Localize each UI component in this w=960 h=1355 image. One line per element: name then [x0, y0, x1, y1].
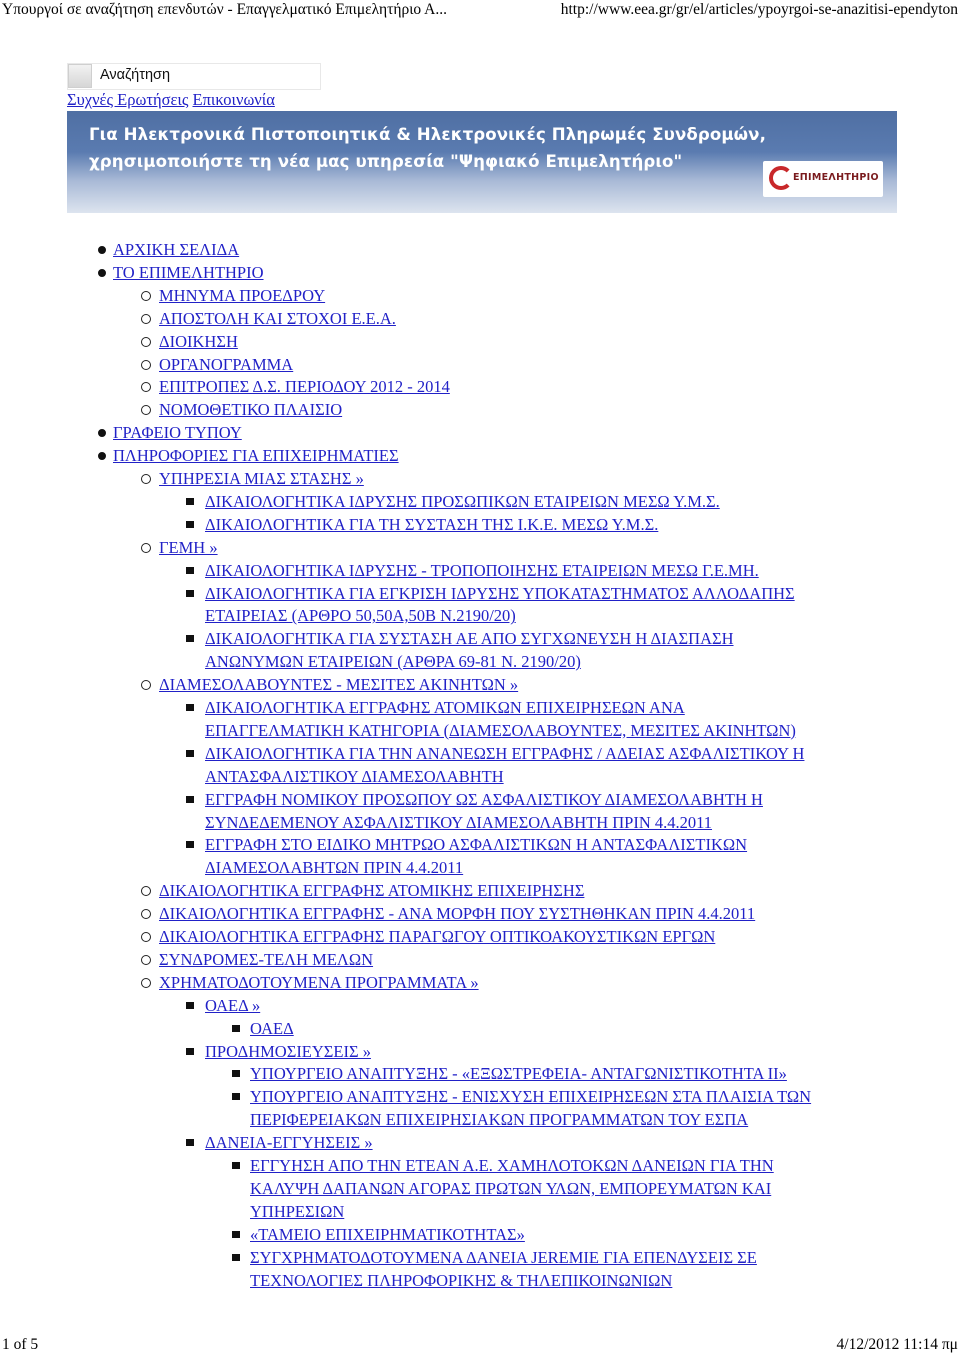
page-url: http://www.eea.gr/gr/el/articles/ypoyrgoi-se-anazitisi-ependyton: [560, 1, 958, 18]
menu-item-level-4[interactable]: ΥΠΗΡΕΣΙΩΝ: [250, 1201, 345, 1221]
menu-item-level-4[interactable]: ΤΕΧΝΟΛΟΓΙΕΣ ΠΛΗΡΟΦΟΡΙΚΗΣ & ΤΗΛΕΠΙΚΟΙΝΩΝΙΩΝ: [250, 1270, 673, 1290]
square-bullet-icon: [186, 750, 194, 757]
square-bullet-icon: [232, 1231, 240, 1238]
disc-bullet-icon: [98, 452, 106, 460]
menu-item-level-3[interactable]: ΑΝΤΑΣΦΑΛΙΣΤΙΚΟΥ ΔΙΑΜΕΣΟΛΑΒΗΤΗ: [205, 766, 504, 786]
menu-item-level-3[interactable]: ΑΝΩΝΥΜΩΝ ΕΤΑΙΡΕΙΩΝ (ΑΡΘΡΑ 69-81 Ν. 2190/20): [205, 652, 581, 672]
menu-item-level-4[interactable]: ΟΑΕΔ: [250, 1018, 294, 1038]
menu-item-level-1[interactable]: ΠΛΗΡΟΦΟΡΙΕΣ ΓΙΑ ΕΠΙΧΕΙΡΗΜΑΤΙΕΣ: [113, 446, 399, 466]
square-bullet-icon: [186, 521, 194, 528]
promo-banner[interactable]: [67, 111, 897, 213]
disc-bullet-icon: [98, 269, 106, 277]
menu-item-level-3[interactable]: ΕΓΓΡΑΦΗ ΝΟΜΙΚΟΥ ΠΡΟΣΩΠΟΥ ΩΣ ΑΣΦΑΛΙΣΤΙΚΟΥ ΔΙΑΜΕΣΟΛΑΒΗΤΗ Η: [205, 789, 763, 809]
square-bullet-icon: [186, 1139, 194, 1146]
circle-bullet-icon: [141, 978, 151, 988]
menu-item-level-2[interactable]: ΜΗΝΥΜΑ ΠΡΟΕΔΡΟΥ: [159, 285, 326, 305]
menu-item-level-2[interactable]: ΟΡΓΑΝΟΓΡΑΜΜΑ: [159, 354, 294, 374]
circle-bullet-icon: [141, 543, 151, 553]
square-bullet-icon: [186, 590, 194, 597]
menu-item-level-4[interactable]: ΥΠΟΥΡΓΕΙΟ ΑΝΑΠΤΥΞΗΣ - ΕΝΙΣΧΥΣΗ ΕΠΙΧΕΙΡΗΣΕΩΝ ΣΤΑ ΠΛΑΙΣΙΑ ΤΩΝ: [250, 1087, 812, 1107]
menu-item-level-4[interactable]: ΣΥΓΧΡΗΜΑΤΟΔΟΤΟΥΜΕΝΑ ΔΑΝΕΙΑ JEREMIE ΓΙΑ ΕΠΕΝΔΥΣΕΙΣ ΣΕ: [250, 1247, 757, 1267]
menu-item-level-3[interactable]: ΔΙΚΑΙΟΛΟΓΗΤΙΚΑ ΓΙΑ ΤΗΝ ΑΝΑΝΕΩΣΗ ΕΓΓΡΑΦΗΣ / ΑΔΕΙΑΣ ΑΣΦΑΛΙΣΤΙΚΟΥ Η: [205, 743, 805, 763]
square-bullet-icon: [186, 704, 194, 711]
menu-item-level-4[interactable]: ΥΠΟΥΡΓΕΙΟ ΑΝΑΠΤΥΞΗΣ - «ΕΞΩΣΤΡΕΦΕΙΑ- ΑΝΤΑΓΩΝΙΣΤΙΚΟΤΗΤΑ ΙΙ»: [250, 1064, 787, 1084]
menu-item-level-2[interactable]: ΑΠΟΣΤΟΛΗ ΚΑΙ ΣΤΟΧΟΙ Ε.Ε.Α.: [159, 308, 396, 328]
circle-bullet-icon: [141, 360, 151, 370]
square-bullet-icon: [186, 796, 194, 803]
square-bullet-icon: [186, 567, 194, 574]
contact-link[interactable]: Επικοινωνία: [192, 90, 275, 109]
circle-bullet-icon: [141, 474, 151, 484]
menu-item-level-3[interactable]: ΠΡΟΔΗΜΟΣΙΕΥΣΕΙΣ »: [205, 1041, 371, 1061]
menu-item-level-3[interactable]: ΔΙΚΑΙΟΛΟΓΗΤΙΚΑ ΕΓΓΡΑΦΗΣ ΑΤΟΜΙΚΩΝ ΕΠΙΧΕΙΡΗΣΕΩΝ ΑΝΑ: [205, 698, 685, 717]
menu-item-level-3[interactable]: ΟΑΕΔ »: [205, 995, 261, 1015]
square-bullet-icon: [232, 1254, 240, 1261]
top-links: [67, 90, 275, 110]
circle-bullet-icon: [141, 886, 151, 896]
menu-item-level-2[interactable]: ΔΙΚΑΙΟΛΟΓΗΤΙΚΑ ΕΓΓΡΑΦΗΣ - ΑΝΑ ΜΟΡΦΗ ΠΟΥ ΣΥΣΤΗΘΗΚΑΝ ΠΡΙΝ 4.4.2011: [159, 904, 756, 924]
square-bullet-icon: [232, 1093, 240, 1100]
menu-item-level-3[interactable]: ΕΓΓΡΑΦΗ ΣΤΟ ΕΙΔΙΚΟ ΜΗΤΡΩΟ ΑΣΦΑΛΙΣΤΙΚΩΝ Η ΑΝΤΑΣΦΑΛΙΣΤΙΚΩΝ: [205, 835, 748, 855]
menu-item-level-3[interactable]: ΕΤΑΙΡΕΙΑΣ (ΑΡΘΡΟ 50,50Α,50Β Ν.2190/20): [205, 606, 516, 626]
circle-bullet-icon: [141, 291, 151, 301]
circle-bullet-icon: [141, 405, 151, 415]
menu-item-level-3[interactable]: ΔΙΑΜΕΣΟΛΑΒΗΤΩΝ ΠΡΙΝ 4.4.2011: [205, 858, 464, 878]
circle-bullet-icon: [141, 680, 151, 690]
print-datetime: 4/12/2012 11:14 πμ: [836, 1336, 958, 1353]
menu-item-level-2[interactable]: ΓΕΜΗ »: [159, 537, 218, 557]
search-button[interactable]: [68, 64, 92, 88]
square-bullet-icon: [186, 498, 194, 505]
faq-link[interactable]: Συχνές Ερωτήσεις: [67, 90, 189, 109]
banner-line-1: Για Ηλεκτρονικά Πιστοποιητικά & Ηλεκτρονικές Πληρωμές Συνδρομών,: [89, 125, 766, 144]
menu-item-level-4[interactable]: ΚΑΛΥΨΗ ΔΑΠΑΝΩΝ ΑΓΟΡΑΣ ΠΡΩΤΩΝ ΥΛΩΝ, ΕΜΠΟΡΕΥΜΑΤΩΝ ΚΑΙ: [250, 1178, 772, 1198]
square-bullet-icon: [232, 1025, 240, 1032]
search-label: Αναζήτηση: [100, 67, 171, 83]
menu-item-level-4[interactable]: ΠΕΡΙΦΕΡΕΙΑΚΩΝ ΕΠΙΧΕΙΡΗΣΙΑΚΩΝ ΠΡΟΓΡΑΜΜΑΤΩΝ ΤΟΥ ΕΣΠΑ: [250, 1110, 749, 1130]
circle-bullet-icon: [141, 932, 151, 942]
menu-item-level-4[interactable]: «ΤΑΜΕΙΟ ΕΠΙΧΕΙΡΗΜΑΤΙΚΟΤΗΤΑΣ»: [250, 1224, 525, 1244]
square-bullet-icon: [186, 1002, 194, 1009]
menu-item-level-3[interactable]: ΔΑΝΕΙΑ-ΕΓΓΥΗΣΕΙΣ »: [205, 1133, 373, 1153]
square-bullet-icon: [186, 1048, 194, 1055]
menu-item-level-3[interactable]: ΣΥΝΔΕΔΕΜΕΝΟΥ ΑΣΦΑΛΙΣΤΙΚΟΥ ΔΙΑΜΕΣΟΛΑΒΗΤΗ ΠΡΙΝ 4.4.2011: [205, 812, 713, 832]
menu-item-level-2[interactable]: ΔΙΚΑΙΟΛΟΓΗΤΙΚΑ ΕΓΓΡΑΦΗΣ ΑΤΟΜΙΚΗΣ ΕΠΙΧΕΙΡΗΣΗΣ: [159, 881, 585, 901]
circle-bullet-icon: [141, 314, 151, 324]
menu-item-level-3[interactable]: ΔΙΚΑΙΟΛΟΓΗΤΙΚΑ ΙΔΡΥΣΗΣ - ΤΡΟΠΟΠΟΙΗΣΗΣ ΕΤΑΙΡΕΙΩΝ ΜΕΣΩ Γ.Ε.ΜΗ.: [205, 560, 759, 580]
menu-item-level-2[interactable]: ΣΥΝΔΡΟΜΕΣ-ΤΕΛΗ ΜΕΛΩΝ: [159, 949, 374, 969]
menu-item-level-3[interactable]: ΔΙΚΑΙΟΛΟΓΗΤΙΚΑ ΙΔΡΥΣΗΣ ΠΡΟΣΩΠΙΚΩΝ ΕΤΑΙΡΕΙΩΝ ΜΕΣΩ Υ.Μ.Σ.: [205, 491, 720, 511]
circle-bullet-icon: [141, 337, 151, 347]
e-logo-icon: [769, 166, 793, 190]
menu-item-level-1[interactable]: ΤΟ ΕΠΙΜΕΛΗΤΗΡΙΟ: [113, 262, 264, 282]
menu-item-level-2[interactable]: ΔΙΚΑΙΟΛΟΓΗΤΙΚΑ ΕΓΓΡΑΦΗΣ ΠΑΡΑΓΩΓΟΥ ΟΠΤΙΚΟΑΚΟΥΣΤΙΚΩΝ ΕΡΓΩΝ: [159, 927, 716, 946]
menu-item-level-2[interactable]: ΔΙΟΙΚΗΣΗ: [159, 331, 238, 351]
circle-bullet-icon: [141, 382, 151, 392]
print-header: [0, 0, 960, 26]
disc-bullet-icon: [98, 246, 106, 254]
menu-item-level-1[interactable]: ΓΡΑΦΕΙΟ ΤΥΠΟΥ: [113, 423, 242, 443]
square-bullet-icon: [232, 1162, 240, 1169]
chamber-logo: [763, 161, 883, 197]
menu-item-level-2[interactable]: ΕΠΙΤΡΟΠΕΣ Δ.Σ. ΠΕΡΙΟΔΟΥ 2012 - 2014: [159, 377, 450, 397]
circle-bullet-icon: [141, 955, 151, 965]
menu-item-level-3[interactable]: ΔΙΚΑΙΟΛΟΓΗΤΙΚΑ ΓΙΑ ΕΓΚΡΙΣΗ ΙΔΡΥΣΗΣ ΥΠΟΚΑΤΑΣΤΗΜΑΤΟΣ ΑΛΛΟΔΑΠΗΣ: [205, 583, 795, 603]
menu-item-level-3[interactable]: ΔΙΚΑΙΟΛΟΓΗΤΙΚΑ ΓΙΑ ΤΗ ΣΥΣΤΑΣΗ ΤΗΣ Ι.Κ.Ε. ΜΕΣΩ Υ.Μ.Σ.: [205, 514, 659, 534]
page-number: 1 of 5: [2, 1336, 39, 1353]
circle-bullet-icon: [141, 909, 151, 919]
menu-item-level-4[interactable]: ΕΓΓΥΗΣΗ ΑΠΟ ΤΗΝ ΕΤΕΑΝ Α.Ε. ΧΑΜΗΛΟΤΟΚΩΝ ΔΑΝΕΙΩΝ ΓΙΑ ΤΗΝ: [250, 1156, 774, 1175]
menu-item-level-2[interactable]: ΝΟΜΟΘΕΤΙΚΟ ΠΛΑΙΣΙΟ: [159, 400, 343, 420]
logo-text: ΕΠΙΜΕΛΗΤΗΡΙΟ: [793, 172, 879, 183]
banner-line-2: χρησιμοποιήστε τη νέα μας υπηρεσία "Ψηφιακό Επιμελητήριο": [89, 152, 683, 171]
disc-bullet-icon: [98, 429, 106, 437]
menu-item-level-3[interactable]: ΕΠΑΓΓΕΛΜΑΤΙΚΗ ΚΑΤΗΓΟΡΙΑ (ΔΙΑΜΕΣΟΛΑΒΟΥΝΤΕΣ, ΜΕΣΙΤΕΣ ΑΚΙΝΗΤΩΝ): [205, 720, 796, 740]
print-footer: [0, 1335, 960, 1355]
search-box[interactable]: [67, 63, 321, 90]
square-bullet-icon: [232, 1070, 240, 1077]
page-title: Υπουργοί σε αναζήτηση επενδυτών - Επαγγελματικό Επιμελητήριο Α...: [2, 1, 447, 18]
menu-item-level-2[interactable]: ΧΡΗΜΑΤΟΔΟΤΟΥΜΕΝΑ ΠΡΟΓΡΑΜΜΑΤΑ »: [159, 972, 479, 992]
square-bullet-icon: [186, 635, 194, 642]
menu-item-level-1[interactable]: ΑΡΧΙΚΗ ΣΕΛΙΔΑ: [113, 240, 240, 259]
square-bullet-icon: [186, 841, 194, 848]
menu-item-level-2[interactable]: ΔΙΑΜΕΣΟΛΑΒΟΥΝΤΕΣ - ΜΕΣΙΤΕΣ ΑΚΙΝΗΤΩΝ »: [159, 675, 519, 695]
menu-item-level-2[interactable]: ΥΠΗΡΕΣΙΑ ΜΙΑΣ ΣΤΑΣΗΣ »: [159, 469, 364, 488]
menu-item-level-3[interactable]: ΔΙΚΑΙΟΛΟΓΗΤΙΚΑ ΓΙΑ ΣΥΣΤΑΣΗ ΑΕ ΑΠΟ ΣΥΓΧΩΝΕΥΣΗ Η ΔΙΑΣΠΑΣΗ: [205, 629, 734, 649]
